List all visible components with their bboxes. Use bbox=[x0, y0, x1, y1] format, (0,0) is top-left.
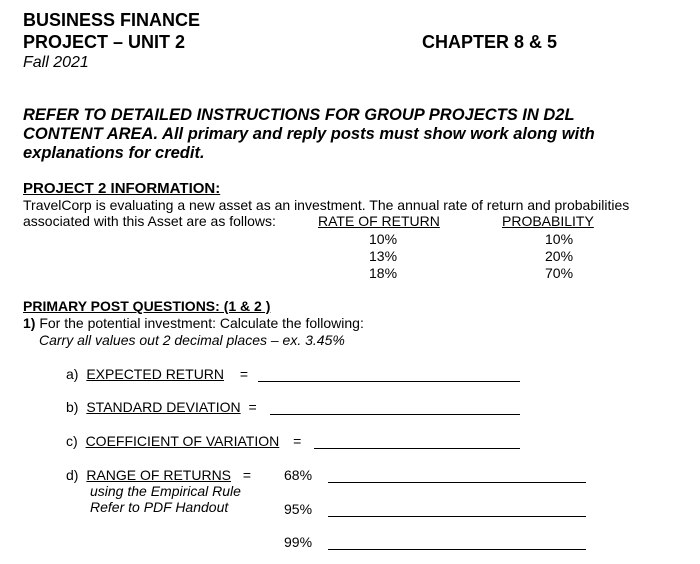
pct-68-label: 68% bbox=[284, 467, 313, 483]
project-description-line-1: TravelCorp is evaluating a new asset as an investment. The annual rate of return and probabilities bbox=[23, 197, 630, 213]
range-99-answer-line[interactable] bbox=[328, 549, 586, 550]
expected-return-label: EXPECTED RETURN bbox=[86, 366, 225, 382]
item-b bbox=[66, 399, 257, 415]
instructions-line-2: CONTENT AREA. All primary and reply posts must show work along with bbox=[23, 125, 595, 143]
term-label: Fall 2021 bbox=[23, 54, 89, 71]
pct-95-label: 95% bbox=[284, 501, 313, 517]
item-prefix: b) bbox=[66, 399, 79, 415]
range-of-returns-label: RANGE OF RETURNS bbox=[86, 467, 232, 483]
instructions-line-1: REFER TO DETAILED INSTRUCTIONS FOR GROUP PROJECTS IN D2L bbox=[23, 106, 575, 124]
coefficient-of-variation-answer-line[interactable] bbox=[314, 448, 520, 449]
question-number: 1) bbox=[23, 315, 36, 331]
item-prefix: d) bbox=[66, 467, 79, 483]
standard-deviation-label: STANDARD DEVIATION bbox=[86, 399, 241, 415]
item-c bbox=[66, 433, 301, 449]
item-d bbox=[66, 467, 251, 483]
range-68-answer-line[interactable] bbox=[328, 482, 586, 483]
equals-sign: = bbox=[248, 399, 257, 415]
questions-heading: PRIMARY POST QUESTIONS: (1 & 2 ) bbox=[23, 298, 271, 314]
equals-sign: = bbox=[239, 366, 249, 382]
course-title: BUSINESS FINANCE bbox=[23, 10, 201, 30]
probability-value: 70% bbox=[545, 265, 574, 281]
question-1 bbox=[23, 315, 364, 331]
equals-sign: = bbox=[293, 433, 302, 449]
empirical-rule-note: using the Empirical Rule bbox=[90, 483, 241, 499]
expected-return-answer-line[interactable] bbox=[258, 381, 520, 382]
equals-sign: = bbox=[242, 467, 252, 483]
pct-99-label: 99% bbox=[284, 534, 313, 550]
probability-value: 10% bbox=[545, 231, 574, 247]
rate-value: 10% bbox=[369, 231, 398, 247]
question-note: Carry all values out 2 decimal places – ex. 3.45% bbox=[39, 332, 345, 348]
pdf-handout-note: Refer to PDF Handout bbox=[90, 499, 229, 515]
standard-deviation-answer-line[interactable] bbox=[270, 414, 520, 415]
coefficient-of-variation-label: COEFFICIENT OF VARIATION bbox=[85, 433, 280, 449]
project-title: PROJECT – UNIT 2 bbox=[23, 32, 186, 52]
range-95-answer-line[interactable] bbox=[328, 516, 586, 517]
item-a bbox=[66, 366, 248, 382]
probability-header: PROBABILITY bbox=[502, 213, 594, 229]
rate-value: 13% bbox=[369, 248, 398, 264]
rate-of-return-header: RATE OF RETURN bbox=[318, 213, 440, 229]
rate-value: 18% bbox=[369, 265, 398, 281]
item-prefix: c) bbox=[66, 433, 78, 449]
question-text: For the potential investment: Calculate the following: bbox=[39, 315, 364, 331]
probability-value: 20% bbox=[545, 248, 574, 264]
instructions-line-3: explanations for credit. bbox=[23, 144, 205, 162]
item-prefix: a) bbox=[66, 366, 79, 382]
project-info-heading: PROJECT 2 INFORMATION: bbox=[23, 180, 221, 197]
project-description-line-2: associated with this Asset are as follows: bbox=[23, 213, 276, 229]
chapter-label: CHAPTER 8 & 5 bbox=[422, 32, 558, 52]
